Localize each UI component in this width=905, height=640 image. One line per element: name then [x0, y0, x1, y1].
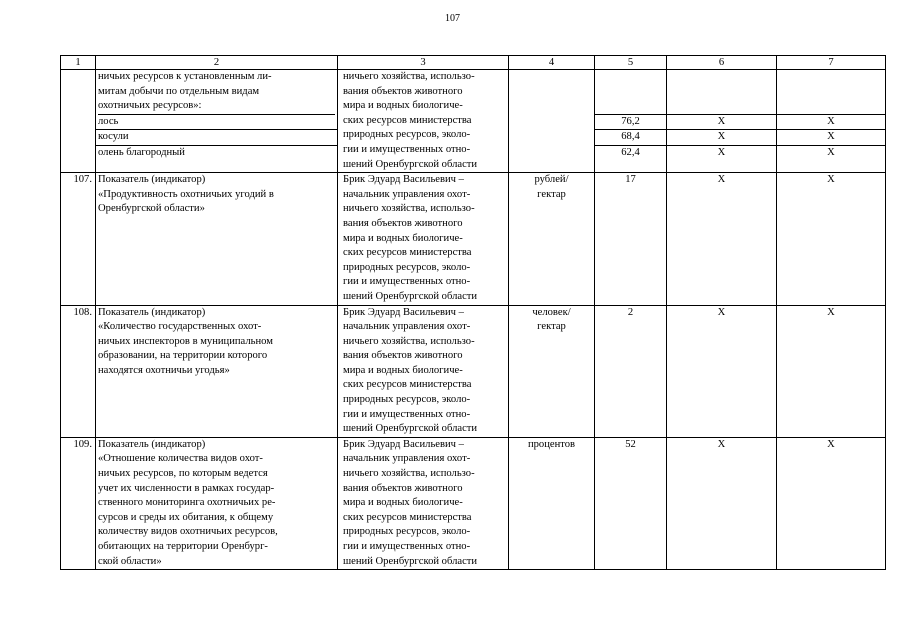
responsible-line: начальник управления охот- — [343, 321, 471, 333]
table-row — [61, 305, 886, 437]
value-col-7: X — [777, 305, 886, 437]
unit-cell — [509, 305, 595, 437]
responsible-line: природных ресурсов, эколо- — [343, 261, 471, 273]
desc-line: учет их численности в рамках государ- — [98, 482, 275, 494]
responsible-line: Брик Эдуард Васильевич – — [343, 438, 464, 450]
responsible-line: гии и имущественных отно- — [343, 143, 471, 155]
sub-item-label: лось — [96, 115, 337, 131]
desc-line: охотничьих ресурсов»: — [98, 99, 335, 115]
sub-item-value: X — [717, 146, 726, 158]
header-col-7: 7 — [777, 56, 886, 70]
unit-cell — [509, 173, 595, 305]
sub-item-value: X — [667, 130, 776, 146]
responsible-line: мира и водных биологиче- — [343, 100, 463, 112]
responsible-line: ских ресурсов министерства — [343, 379, 472, 391]
sub-item-label: косули — [96, 130, 337, 146]
responsible-line: начальник управления охот- — [343, 188, 471, 200]
sub-item-value: X — [827, 146, 835, 158]
header-col-4: 4 — [509, 56, 595, 70]
sub-item-label: олень благородный — [98, 146, 185, 158]
desc-line: обитающих на территории Оренбург- — [98, 541, 268, 552]
desc-line: Показатель (индикатор) — [98, 438, 206, 450]
row-number: 107. — [61, 173, 96, 305]
responsible-line: природных ресурсов, эколо- — [343, 526, 471, 538]
sub-item-value: 76,2 — [595, 114, 666, 131]
responsible-line: начальник управления охот- — [343, 453, 471, 465]
responsible-line: Брик Эдуард Васильевич – — [343, 174, 464, 186]
desc-line: «Продуктивность охотничьих угодий в — [98, 188, 274, 200]
desc-line: количеству видов охотничьих ресурсов, — [98, 526, 278, 538]
row-number: 109. — [61, 437, 96, 569]
desc-line: «Отношение количества видов охот- — [98, 453, 263, 465]
header-row — [61, 56, 886, 70]
responsible-line: вания объектов животного — [343, 350, 463, 362]
header-col-1: 1 — [61, 56, 96, 70]
responsible-line: ских ресурсов министерства — [343, 511, 472, 523]
value-col-6: X — [667, 305, 777, 437]
value-col-7: X — [777, 437, 886, 569]
indicator-description — [96, 305, 338, 437]
indicator-description — [96, 70, 338, 173]
desc-line: Оренбургской области» — [98, 203, 205, 215]
indicators-table — [60, 55, 886, 570]
row-number: 108. — [61, 305, 96, 437]
row-number — [61, 70, 96, 173]
value-col-5: 2 — [595, 305, 667, 437]
responsible-line: ских ресурсов министерства — [343, 114, 472, 126]
responsible-line: ских ресурсов министерства — [343, 247, 472, 259]
desc-line: ской области» — [98, 555, 162, 567]
unit-line: гектар — [537, 188, 566, 200]
responsible-line: шений Оренбургской области — [343, 290, 478, 302]
responsible-line: природных ресурсов, эколо- — [343, 129, 471, 141]
responsible-line: вания объектов животного — [343, 482, 463, 494]
value-col-6: X — [667, 173, 777, 305]
responsible-line: шений Оренбургской области — [343, 423, 478, 435]
responsible-line: вания объектов животного — [343, 217, 463, 229]
unit-cell — [509, 70, 595, 173]
responsible-line: гии и имущественных отно- — [343, 541, 471, 552]
desc-line: Показатель (индикатор) — [98, 174, 206, 186]
value-col-5: 52 — [595, 437, 667, 569]
responsible-line: ничьего хозяйства, использо- — [343, 468, 475, 480]
sub-item-value: X — [777, 114, 885, 131]
sub-item-value: X — [777, 130, 885, 146]
responsible-line: ничьего хозяйства, использо- — [343, 335, 475, 347]
header-col-6: 6 — [667, 56, 777, 70]
unit-line: процентов — [527, 438, 576, 450]
unit-line: рублей/ — [534, 174, 569, 186]
value-col-6 — [667, 70, 777, 173]
responsible-line: мира и водных биологиче- — [343, 497, 463, 509]
responsible-line: мира и водных биологиче- — [343, 364, 463, 376]
responsible-line: Брик Эдуард Васильевич – — [343, 306, 464, 318]
header-col-2: 2 — [96, 56, 338, 70]
header-col-3: 3 — [338, 56, 509, 70]
value-col-5: 17 — [595, 173, 667, 305]
responsible-line: шений Оренбургской области — [343, 555, 478, 567]
responsible-line: ничьего хозяйства, использо- — [343, 71, 475, 82]
desc-line: ничьих ресурсов к установленным ли- — [98, 71, 272, 82]
value-col-7 — [777, 70, 886, 173]
responsible-line: природных ресурсов, эколо- — [343, 394, 471, 406]
table-row-continuation — [61, 70, 886, 173]
responsible-person — [338, 305, 509, 437]
desc-line: находятся охотничьи угодья» — [98, 364, 230, 376]
value-col-7: X — [777, 173, 886, 305]
responsible-line: ничьего хозяйства, использо- — [343, 203, 475, 215]
desc-line: ничьих инспекторов в муниципальном — [98, 335, 273, 347]
desc-line: митам добычи по отдельным видам — [98, 85, 260, 97]
responsible-line: шений Оренбургской области — [343, 158, 478, 170]
responsible-person — [338, 437, 509, 569]
desc-line: образовании, на территории которого — [98, 350, 268, 362]
value-col-5 — [595, 70, 667, 173]
sub-item-value: 62,4 — [621, 146, 640, 158]
unit-line: человек/ — [532, 306, 571, 318]
indicator-description — [96, 437, 338, 569]
responsible-line: мира и водных биологиче- — [343, 232, 463, 244]
desc-line: ственного мониторинга охотничьих ре- — [98, 497, 276, 509]
sub-item-value: 68,4 — [595, 130, 666, 146]
desc-line: ничьих ресурсов, по которым ведется — [98, 468, 268, 480]
table-row — [61, 437, 886, 569]
unit-line: гектар — [537, 321, 566, 333]
desc-line: Показатель (индикатор) — [98, 306, 206, 318]
unit-cell — [509, 437, 595, 569]
responsible-line: гии и имущественных отно- — [343, 408, 471, 420]
responsible-line: гии и имущественных отно- — [343, 276, 471, 288]
responsible-person — [338, 70, 509, 173]
page-number: 107 — [445, 13, 460, 24]
sub-item-value: X — [667, 114, 776, 131]
desc-line: «Количество государственных охот- — [98, 321, 262, 333]
header-col-5: 5 — [595, 56, 667, 70]
desc-line: сурсов и среды их обитания, к общему — [98, 511, 274, 523]
indicator-description — [96, 173, 338, 305]
responsible-line: вания объектов животного — [343, 85, 463, 97]
value-col-6: X — [667, 437, 777, 569]
table-row — [61, 173, 886, 305]
responsible-person — [338, 173, 509, 305]
